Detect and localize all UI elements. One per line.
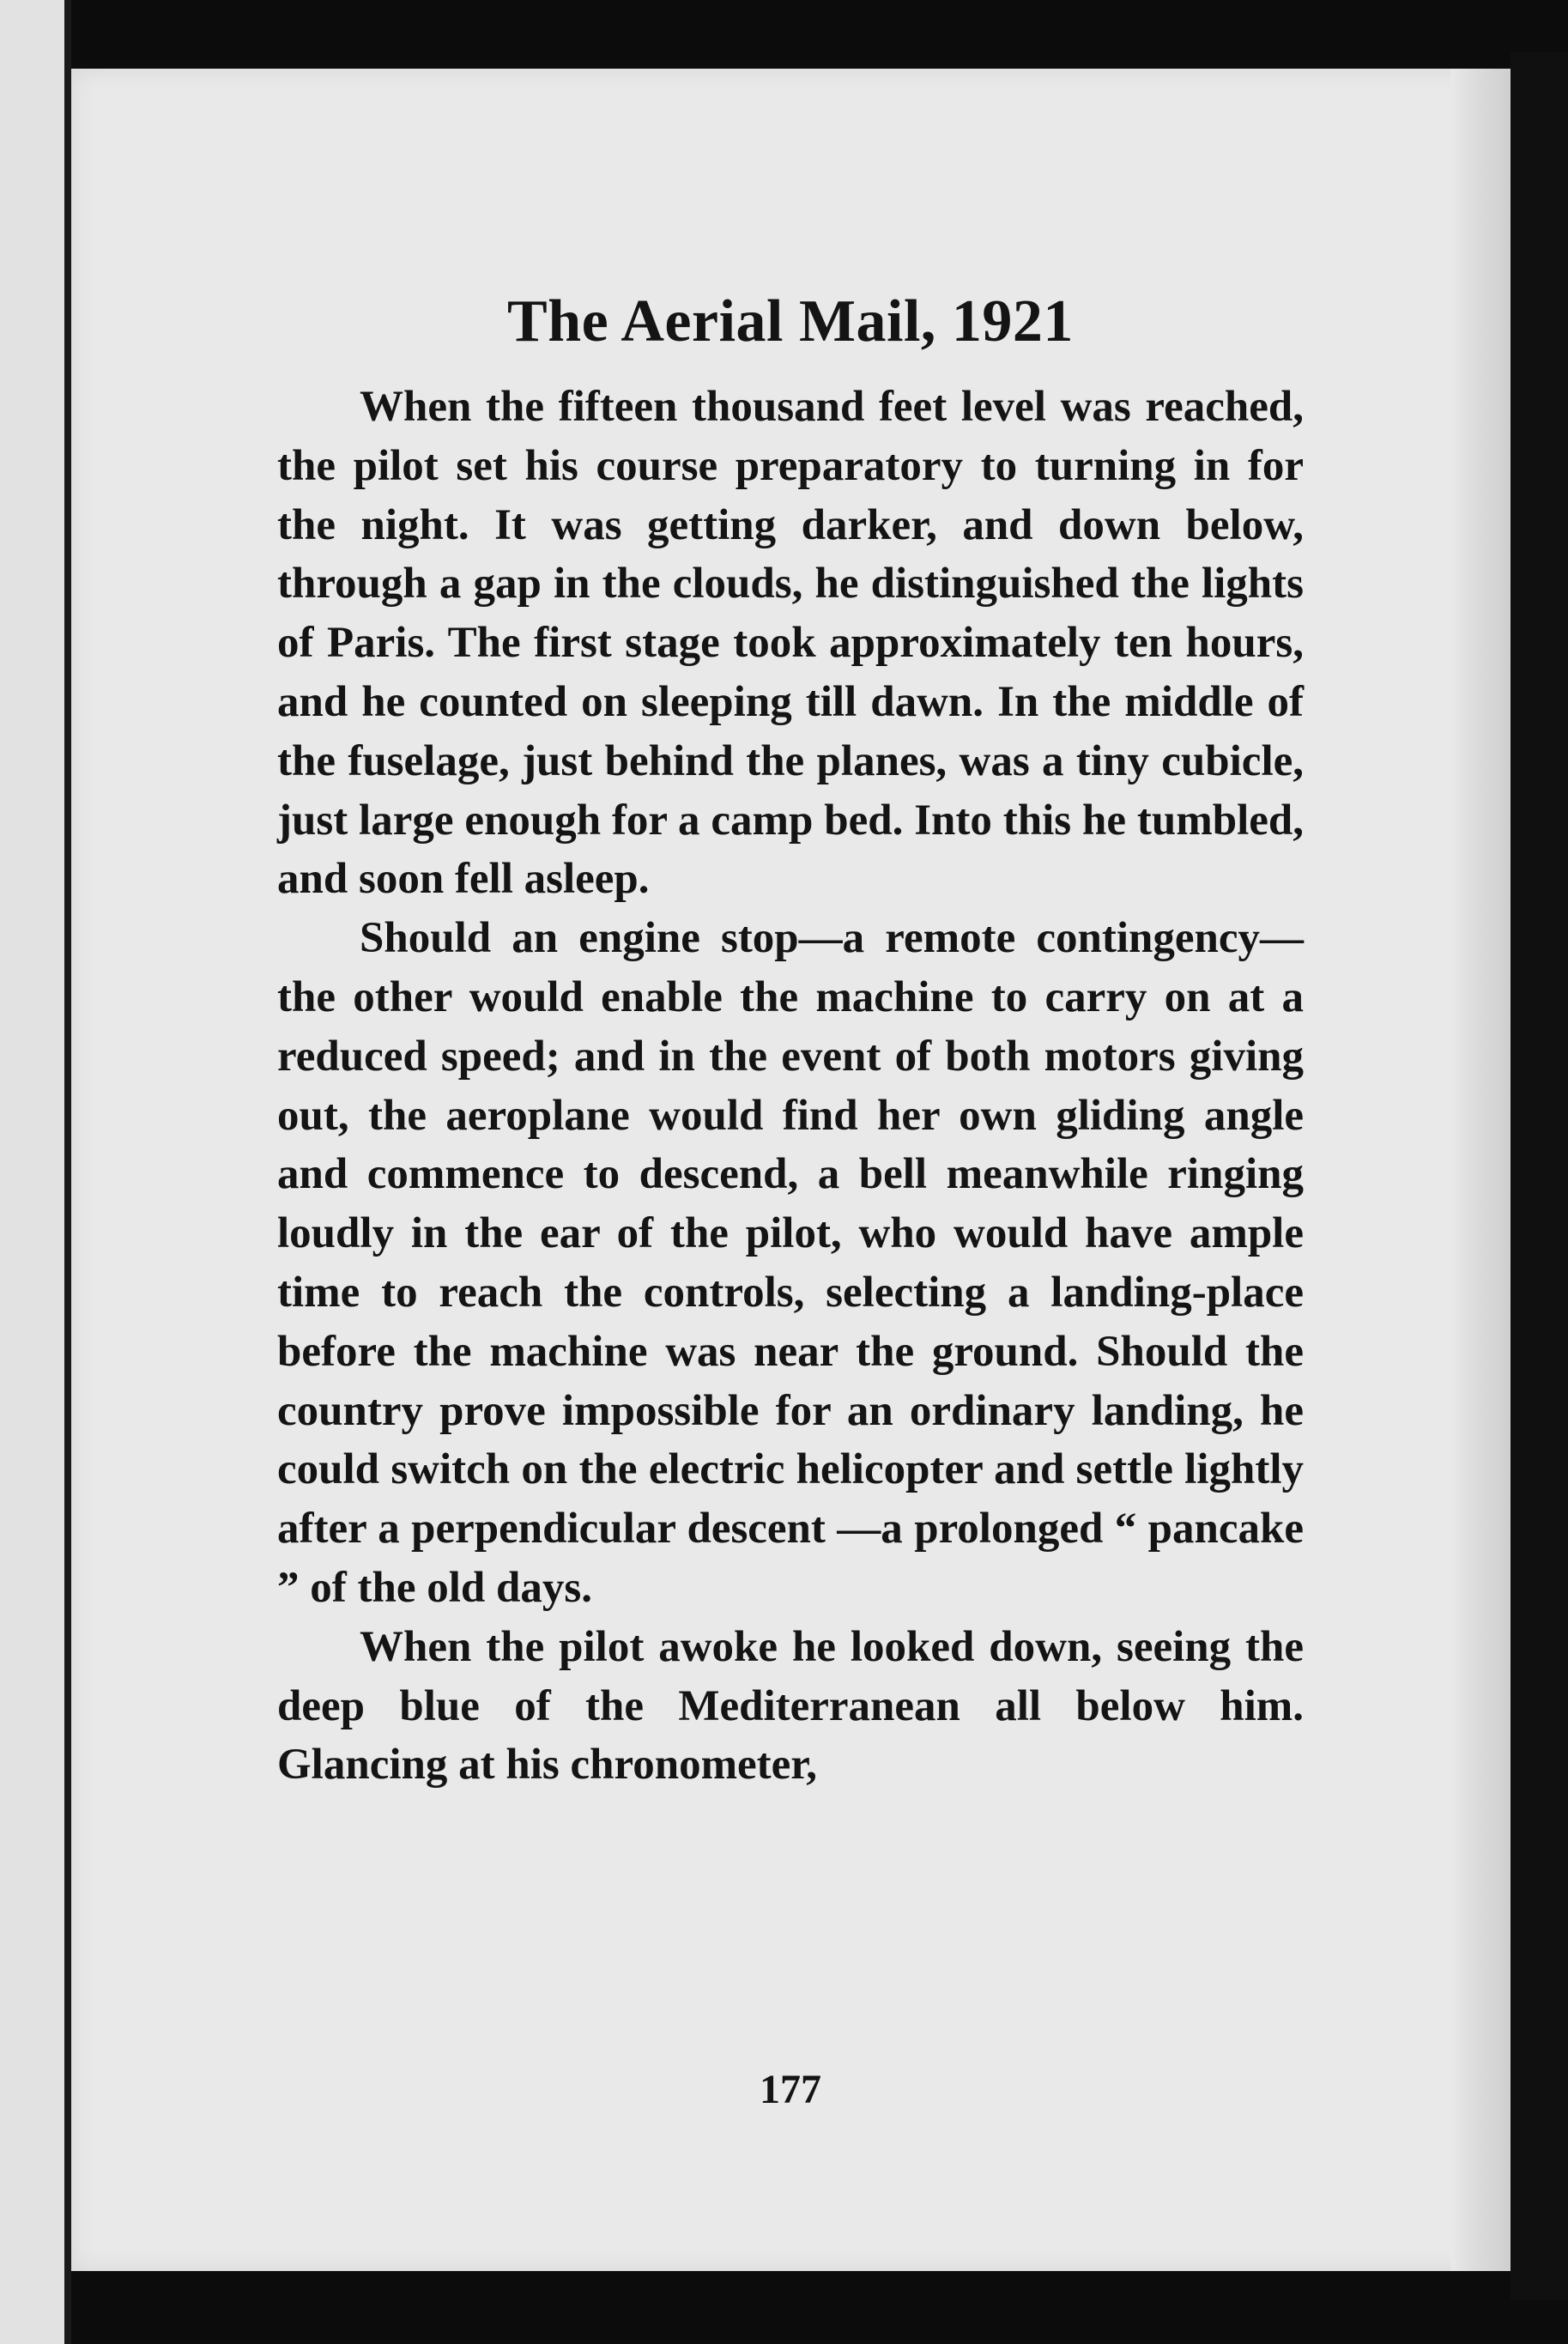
- paragraph-1: When the fifteen thousand feet level was reached, the pilot set his course preparatory to turning in for the night. It was getting darker, and down below, through a gap in the clouds, he distinguished the lights of Paris. The first stage took approximately ten hours, and he counted on sleeping till dawn. In the middle of the fuselage, just behind the planes, was a tiny cubicle, just large enough for a camp bed. Into this he tumbled, and soon fell asleep.: [277, 383, 1304, 904]
- page-right-edge: [1450, 69, 1510, 2271]
- book-page: [71, 69, 1496, 2271]
- page-content: [277, 283, 1304, 2112]
- scan-right-border: [1510, 51, 1568, 2300]
- page-title: The Aerial Mail, 1921: [507, 288, 1074, 354]
- facing-page-edge: [0, 0, 64, 2344]
- paragraph-2: Should an engine stop—a remote contingency—the other would enable the machine to carry on at a reduced speed; and in the event of both motors giving out, the aeroplane would find her own gliding angle and commence to descend, a bell meanwhile ringing loudly in the ear of the pilot, who would have ample time to reach the controls, selecting a landing-place before the machine was near the ground. Should the country prove impossible for an ordinary landing, he could switch on the electric helicopter and settle lightly after a perpendicular descent —a prolonged “ pancake ” of the old days.: [277, 914, 1304, 1612]
- gutter-shadow: [64, 0, 71, 2344]
- paragraph-3: When the pilot awoke he looked down, seeing the deep blue of the Mediterranean all below him. Glancing at his chronometer,: [277, 1622, 1304, 1790]
- page-number: 177: [760, 2067, 821, 2112]
